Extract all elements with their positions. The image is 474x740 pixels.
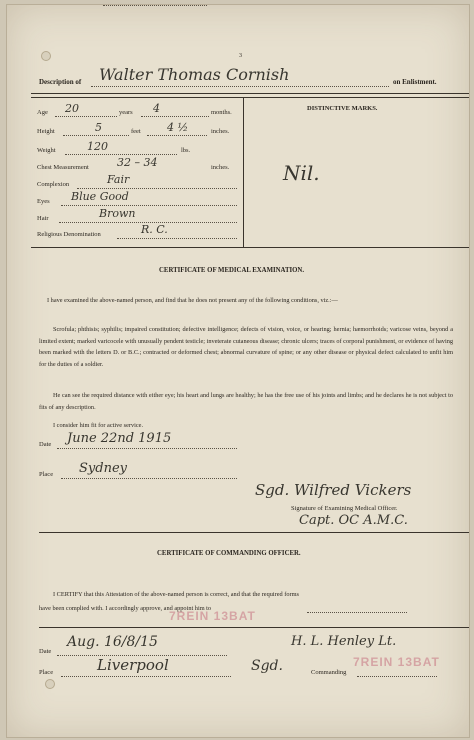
description-prefix: Description of [39,78,82,86]
unit-stamp-2: 7REIN 13BAT [353,655,440,669]
religion-value: R. C. [141,223,168,236]
age-months-value: 4 [153,102,160,115]
eyes-line [61,205,237,206]
commanding-rule [39,627,469,628]
chest-inches-label: inches. [211,164,230,171]
age-years-value: 20 [65,102,79,115]
complexion-value: Fair [107,173,130,186]
hair-label: Hair [37,215,49,222]
commanding-place-value: Liverpool [97,656,169,674]
commanding-date-label: Date [39,648,52,655]
height-inches-line [147,135,207,136]
weight-value: 120 [87,140,108,153]
hair-value: Brown [99,207,136,220]
commanding-text-line-1: I CERTIFY that this Attestation of the above-named person is correct, and that the required forms [53,591,299,598]
medical-sight-statement: He can see the required distance with either eye; his heart and lungs are healthy; he has the free use of his joints and limbs; and he declares he is not subject to fits of any description. [39,392,453,411]
height-feet-line [63,135,129,136]
religion-line [117,238,237,239]
punch-hole [41,51,51,61]
age-label: Age [37,109,48,116]
commanding-line [357,676,437,677]
name-dotted-line [91,86,389,87]
box-top-rule [31,93,469,94]
commanding-certificate-title: CERTIFICATE OF COMMANDING OFFICER. [157,550,301,557]
eyes-value: Blue Good [71,190,129,203]
complexion-label: Complexion [37,181,70,188]
height-feet-value: 5 [95,121,102,134]
section-rule [39,532,469,533]
box-bottom-rule [31,247,469,248]
religion-label: Religious Denomination [37,231,101,238]
feet-label: feet [131,128,141,135]
height-inches-value: 4 ½ [167,121,189,134]
page-number: 3 [239,53,242,59]
medical-officer-rank: Capt. OC A.M.C. [299,513,408,528]
attestation-page [6,4,470,738]
medical-conditions: Scrofula; phthisis; syphilis; impaired constitution; defective intelligence; defects of vision, voice, or hearing; hernia; hæmorrhoids; varicose veins, beyond a limited extent; marked varicocele with unusually pendent testicle; inveterate cutaneous disease; chronic ulcers; traces of corporal punishment, or evidence of having been marked with the letters D. or B.C.; contracted or deformed chest; abnormal curvature of spine; or any other disease or physical defect calculated to unfit him for the duties of a soldier. [39,326,453,368]
height-label: Height [37,128,55,135]
medical-certificate-title: CERTIFICATE OF MEDICAL EXAMINATION. [159,267,305,274]
appoint-line [307,612,407,613]
chest-label: Chest Measurement [37,164,89,171]
description-suffix: on Enlistment. [393,78,437,86]
medical-place-line [61,478,237,479]
commanding-place-label: Place [39,669,54,676]
years-label: years [119,109,133,116]
weight-label: Weight [37,147,56,154]
commanding-text-line-2: have been complied with. I accordingly approve, and appoint him to [39,605,212,612]
commanding-label: Commanding [311,669,347,676]
unit-stamp: 7REIN 13BAT [169,609,256,623]
commanding-place-line [61,676,231,677]
age-months-line [141,116,209,117]
chest-value: 32 – 34 [117,156,158,169]
months-label: months. [211,109,232,116]
medical-fit-statement: I consider him fit for active service. [53,422,144,429]
weight-line [65,154,177,155]
medical-intro: I have examined the above-named person, and find that he does not present any of the following conditions, viz.:— [47,297,338,304]
commanding-officer-signature: H. L. Henley Lt. [291,634,397,649]
box-top-rule-inner [31,97,469,98]
medical-place-value: Sydney [79,461,127,476]
inches-label: inches. [211,128,230,135]
eyes-label: Eyes [37,198,50,205]
lbs-label: lbs. [181,147,191,154]
commanding-date-value: Aug. 16/8/15 [67,634,158,650]
medical-date-label: Date [39,441,52,448]
distinctive-marks-value: Nil. [283,161,320,185]
distinctive-marks-title: DISTINCTIVE MARKS. [307,105,378,112]
recruit-name: Walter Thomas Cornish [99,65,290,84]
medical-date-line [57,448,237,449]
medical-officer-signature: Sgd. Wilfred Vickers [255,481,412,499]
medical-place-label: Place [39,471,54,478]
age-years-line [55,116,117,117]
commanding-sgd: Sgd. [251,658,283,674]
medical-date-value: June 22nd 1915 [67,431,172,446]
box-divider [243,97,244,247]
punch-hole [45,679,55,689]
complexion-line [77,188,237,189]
medical-signature-label: Signature of Examining Medical Officer. [291,505,398,512]
chest-line [103,5,207,6]
